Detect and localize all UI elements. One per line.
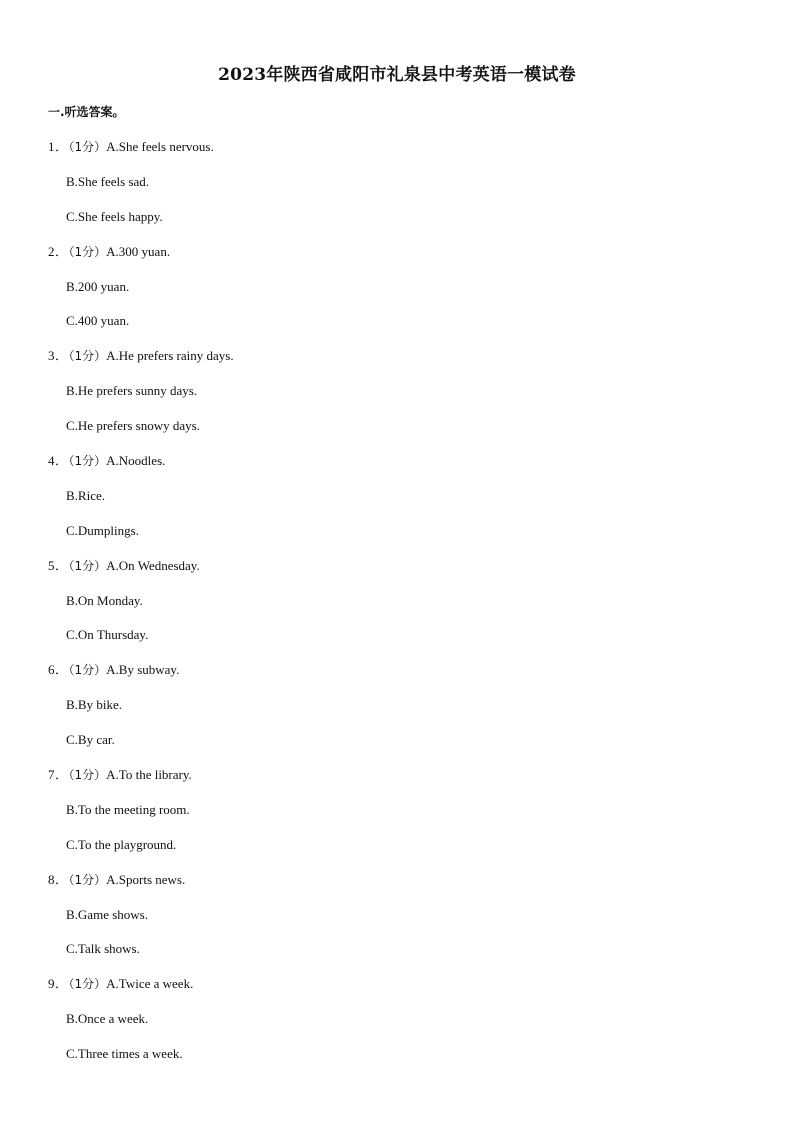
score-label: （1分） — [68, 768, 107, 783]
score-label: （1分） — [68, 454, 107, 469]
question-number: 6． — [48, 662, 69, 678]
option-a: A.To the library. — [106, 767, 192, 783]
option-b: B.To the meeting room. — [66, 801, 190, 817]
question-number: 3． — [48, 348, 69, 364]
score-label: （1分） — [68, 663, 107, 678]
option-b: B.Once a week. — [66, 1011, 149, 1027]
question-number: 8． — [48, 871, 69, 887]
option-b: B.Game shows. — [66, 906, 148, 922]
option-a: A.She feels nervous. — [106, 139, 214, 154]
option-c: C.Talk shows. — [66, 941, 140, 957]
question-7 — [48, 767, 748, 802]
question-number: 4． — [48, 453, 69, 469]
question-list — [48, 139, 748, 1081]
option-a: A.He prefers rainy days. — [106, 348, 234, 364]
option-a: A.300 yuan. — [106, 243, 171, 259]
option-c: C.By car. — [66, 732, 115, 748]
option-c: C.She feels happy. — [66, 208, 163, 224]
option-a: A.By subway. — [106, 662, 180, 678]
score-label: （1分） — [68, 558, 107, 573]
question-number: 2． — [48, 243, 69, 259]
question-5 — [48, 558, 748, 593]
option-a: A.Noodles. — [106, 453, 166, 469]
question-9 — [48, 976, 748, 1011]
option-a: A.On Wednesday. — [106, 557, 200, 573]
score-label: （1分） — [68, 872, 107, 887]
question-1 — [48, 139, 748, 174]
option-c: C.Dumplings. — [66, 522, 139, 538]
page-title: 2023年陕西省咸阳市礼泉县中考英语一模试卷 — [218, 65, 576, 85]
question-number: 7． — [48, 767, 69, 783]
option-a: A.Twice a week. — [106, 976, 194, 992]
score-label: （1分） — [68, 977, 107, 992]
option-b: B.200 yuan. — [66, 278, 130, 294]
question-8 — [48, 872, 748, 907]
option-c: C.To the playground. — [66, 836, 177, 852]
score-label: （1分） — [68, 349, 107, 364]
option-b: B.She feels sad. — [66, 173, 150, 189]
question-2 — [48, 244, 748, 279]
option-b: B.Rice. — [66, 487, 105, 503]
section-heading: 一.听选答案。 — [48, 105, 125, 119]
score-label: （1分） — [68, 244, 107, 259]
question-4 — [48, 453, 748, 488]
question-number: 9． — [48, 976, 69, 992]
option-c: C.Three times a week. — [66, 1046, 183, 1062]
question-3 — [48, 348, 748, 383]
option-c: C.400 yuan. — [66, 313, 130, 329]
option-b: B.By bike. — [66, 697, 122, 713]
option-b: B.He prefers sunny days. — [66, 383, 198, 399]
question-6 — [48, 662, 748, 697]
option-b: B.On Monday. — [66, 592, 143, 608]
option-a: A.Sports news. — [106, 871, 186, 887]
option-c: C.On Thursday. — [66, 627, 149, 643]
score-label: （1分） — [68, 140, 107, 154]
option-c: C.He prefers snowy days. — [66, 418, 200, 434]
question-number: 5． — [48, 557, 69, 573]
question-number: 1． — [48, 139, 69, 154]
